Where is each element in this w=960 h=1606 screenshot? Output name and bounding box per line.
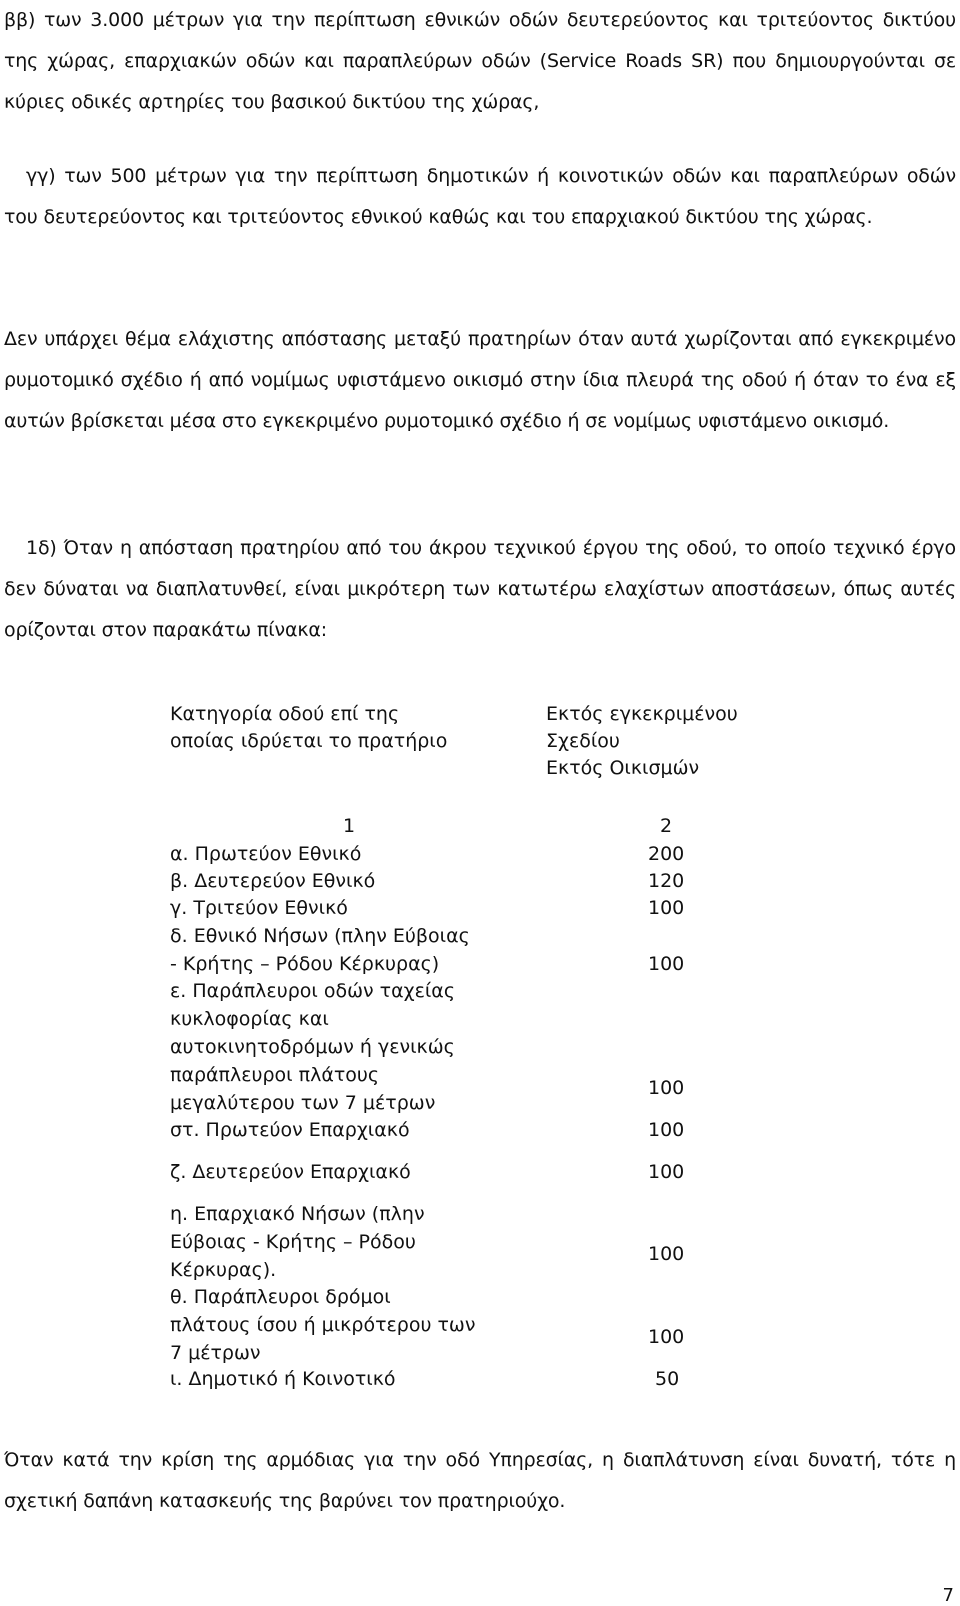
table-row-label [170, 894, 530, 922]
table-row-value: 100 [648, 1077, 685, 1099]
table-row-label [170, 1116, 530, 1144]
row-label-line: α. Πρωτεύον Εθνικό [170, 843, 362, 865]
table-header-line: Σχεδίου [546, 730, 620, 752]
table-row-label [170, 922, 530, 978]
table-header-road-category [170, 701, 500, 755]
table-row-value: 100 [648, 1119, 685, 1141]
table-row-label [170, 1158, 530, 1186]
paragraph-1d: 1δ) Όταν η απόσταση πρατηρίου από του άκρου τεχνικού έργου της οδού, το οποίο τεχνικό έργο δεν δύναται να διαπλατυνθεί, είναι μικρότερη των κατωτέρω ελαχίστων αποστάσεων, όπως αυτές ορίζονται στον παρακάτω πίνακα: [4, 537, 956, 641]
table-row-value: 120 [648, 870, 685, 892]
row-label-line: ζ. Δευτερεύον Επαρχιακό [170, 1161, 411, 1183]
row-label-line: παράπλευροι πλάτους [170, 1064, 380, 1086]
row-label-line: κυκλοφορίας και [170, 1008, 329, 1030]
table-row-value: 50 [655, 1368, 680, 1390]
table-row-value: 100 [648, 897, 685, 919]
paragraph-gg: γγ) των 500 μέτρων για την περίπτωση δημοτικών ή κοινοτικών οδών και παραπλεύρων οδών του δευτερεύοντος και τριτεύοντος εθνικού καθώς και του επαρχιακού δικτύου της χώρας. [4, 165, 956, 228]
table-row-label [170, 1365, 530, 1393]
row-label-line: η. Επαρχιακό Νήσων (πλην [170, 1203, 425, 1225]
table-row-label [170, 1283, 530, 1367]
row-label-line: Κέρκυρας). [170, 1259, 277, 1281]
paragraph-bb: ββ) των 3.000 μέτρων για την περίπτωση εθνικών οδών δευτερεύοντος και τριτεύοντος δικτύου της χώρας, επαρχιακών οδών και παραπλεύρων οδών (Service Roads SR) που δημιουργούνται σε κύριες οδικές αρτηρίες του βασικού δικτύου της χώρας, [4, 9, 956, 113]
table-row-value: 200 [648, 843, 685, 865]
table-header-line: Κατηγορία οδού επί της [170, 703, 400, 725]
table-row-label [170, 977, 530, 1117]
row-label-line: ι. Δημοτικό ή Κοινοτικό [170, 1368, 396, 1390]
row-label-line: αυτοκινητοδρόμων ή γενικώς [170, 1036, 455, 1058]
row-label-line: β. Δευτερεύον Εθνικό [170, 870, 376, 892]
table-header-line: Εκτός εγκεκριμένου [546, 703, 738, 725]
column-number-2: 2 [660, 815, 673, 837]
row-label-line: ε. Παράπλευροι οδών ταχείας [170, 980, 455, 1002]
row-label-line: στ. Πρωτεύον Επαρχιακό [170, 1119, 410, 1141]
row-label-line: 7 μέτρων [170, 1342, 261, 1364]
row-label-line: Εύβοιας - Κρήτης – Ρόδου [170, 1231, 416, 1253]
row-label-line: - Κρήτης – Ρόδου Κέρκυρας) [170, 953, 440, 975]
table-row-label [170, 840, 530, 868]
table-row-value: 100 [648, 953, 685, 975]
row-label-line: μεγαλύτερου των 7 μέτρων [170, 1092, 436, 1114]
column-number-1: 1 [343, 815, 356, 837]
table-header-outside-plan [546, 701, 876, 782]
table-row-value: 100 [648, 1243, 685, 1265]
page-number: 7 [942, 1585, 954, 1606]
table-row-label [170, 1200, 530, 1284]
table-row-value: 100 [648, 1326, 685, 1348]
table-header-line: οποίας ιδρύεται το πρατήριο [170, 730, 448, 752]
table-row-value: 100 [648, 1161, 685, 1183]
table-row-label [170, 867, 530, 895]
paragraph-closing: Όταν κατά την κρίση της αρμόδιας για την οδό Υπηρεσίας, η διαπλάτυνση είναι δυνατή, τότε η σχετική δαπάνη κατασκευής της βαρύνει τον πρατηριούχο. [4, 1449, 956, 1512]
table-header-line: Εκτός Οικισμών [546, 757, 700, 779]
paragraph-no-minimum-distance: Δεν υπάρχει θέμα ελάχιστης απόστασης μεταξύ πρατηρίων όταν αυτά χωρίζονται από εγκεκριμένο ρυμοτομικό σχέδιο ή από νομίμως υφιστάμενο οικισμό στην ίδια πλευρά της οδού ή όταν το ένα εξ αυτών βρίσκεται μέσα στο εγκεκριμένο ρυμοτομικό σχέδιο ή σε νομίμως υφιστάμενο οικισμό. [4, 328, 956, 432]
row-label-line: γ. Τριτεύον Εθνικό [170, 897, 348, 919]
row-label-line: δ. Εθνικό Νήσων (πλην Εύβοιας [170, 925, 470, 947]
row-label-line: πλάτους ίσου ή μικρότερου των [170, 1314, 476, 1336]
row-label-line: θ. Παράπλευροι δρόμοι [170, 1286, 391, 1308]
